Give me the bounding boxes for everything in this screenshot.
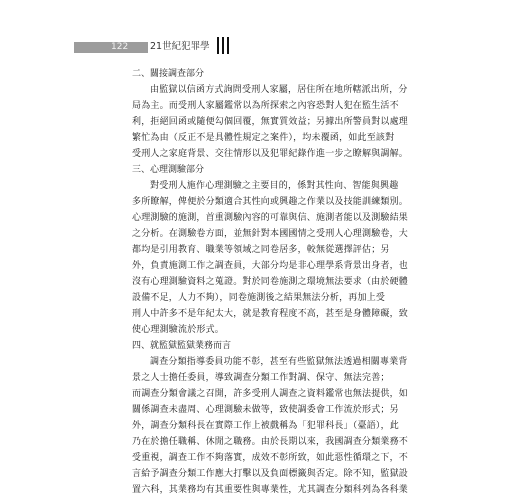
paragraph-line: 對受刑人施作心理測驗之主要目的，係對其性向、智能與興趣 xyxy=(150,181,399,191)
paragraph-line: 使心理測驗流於形式。 xyxy=(132,325,225,335)
paragraph-line: 多所瞭解，俾便於分類適合其性向或興趣之作業以及技能訓練類別。 xyxy=(132,197,409,207)
paragraph-line: 置六科，其業務均有其重要性與專業性，尤其調查分類科列為各科業 xyxy=(132,485,409,495)
paragraph-line: 由監獄以信函方式詢問受刑人家屬，居住所在地所轄派出所，分 xyxy=(150,85,408,95)
paragraph-line: 受刑人之家庭背景、交往情形以及犯罪紀錄作進一步之瞭解與調解。 xyxy=(132,149,409,159)
paragraph-line: 沒有心理測驗資料之蒐證。對於同卷施測之環境無法要求（由於硬體 xyxy=(132,277,409,287)
section-4 xyxy=(132,338,409,498)
paragraph-line: 局為主。而受刑人家屬鑑常以為所探索之內容恐對人犯在監生活不 xyxy=(132,101,399,111)
section-3 xyxy=(132,162,409,338)
paragraph-line: 受重視，調查工作不夠落實，成效不彰所致，如此惡性循環之下，不 xyxy=(132,453,409,463)
paragraph-line: 都均是引用教育、職業等領域之同卷居多，較無從選擇評估；另 xyxy=(132,245,390,255)
page-number: 122 xyxy=(111,42,129,52)
section-heading: 二、關接調查部分 xyxy=(132,69,205,79)
paragraph-line: 之分析。在測驗卷方面，並無針對本國國情之受刑人心理測驗卷，大 xyxy=(132,229,409,239)
paragraph-line: 利，拒絕回函或隨便勾個回覆，無實質效益；另據出所警員對以處理 xyxy=(132,117,409,127)
paragraph-line: 景之人士擔任委員，導致調查分類工作對調、保守、無法完善； xyxy=(132,373,390,383)
paragraph-line: 繁忙為由（反正不是具體性規定之案件），均未覆函，如此至該對 xyxy=(132,133,395,143)
paragraph-line: 關係調查未盡周、心理測驗未做等，致使調委會工作流於形式；另 xyxy=(132,405,399,415)
paragraph-line: 外，負責施測工作之調查員，大部分均是非心理學系背景出身者，也 xyxy=(132,261,409,271)
section-heading: 三、心理測驗部分 xyxy=(132,165,205,175)
document-body xyxy=(132,66,409,498)
paragraph-line: 乃在於擔任職稱、休閒之職務。由於長期以來，我國調查分類業務不 xyxy=(132,437,409,447)
section-heading: 四、就監獄監獄業務而言 xyxy=(132,341,232,351)
paragraph-line: 調查分類指導委員功能不彰，甚至有些監獄無法透過相關專業背 xyxy=(150,357,408,367)
section-2 xyxy=(132,66,409,162)
barcode-ornament-icon xyxy=(217,37,231,54)
paragraph-line: 設備不足，人力不夠），同卷施測後之結果無法分析，再加上受 xyxy=(132,293,386,303)
paragraph-line: 心理測驗的施測，首重測驗內容的可靠與信、施測者能以及測驗結果 xyxy=(132,213,409,223)
paragraph-line: 而調查分類會議之召開，許多受刑人調查之資料鑑常也無法提供，如 xyxy=(132,389,409,399)
page-header-band xyxy=(74,42,148,53)
paragraph-line: 刑人中許多不是年紀太大，就是教育程度不高，甚至是身體障礙，致 xyxy=(132,309,409,319)
book-title: 21世紀犯罪學 xyxy=(150,41,210,52)
paragraph-line: 言給予調查分類工作應大打擊以及負面標籤與否定。除不知，監獄設 xyxy=(132,469,409,479)
paragraph-line: 外，調查分類科長在實際工作上被戲稱為「犯罪科長」（臺語），此 xyxy=(132,421,400,431)
